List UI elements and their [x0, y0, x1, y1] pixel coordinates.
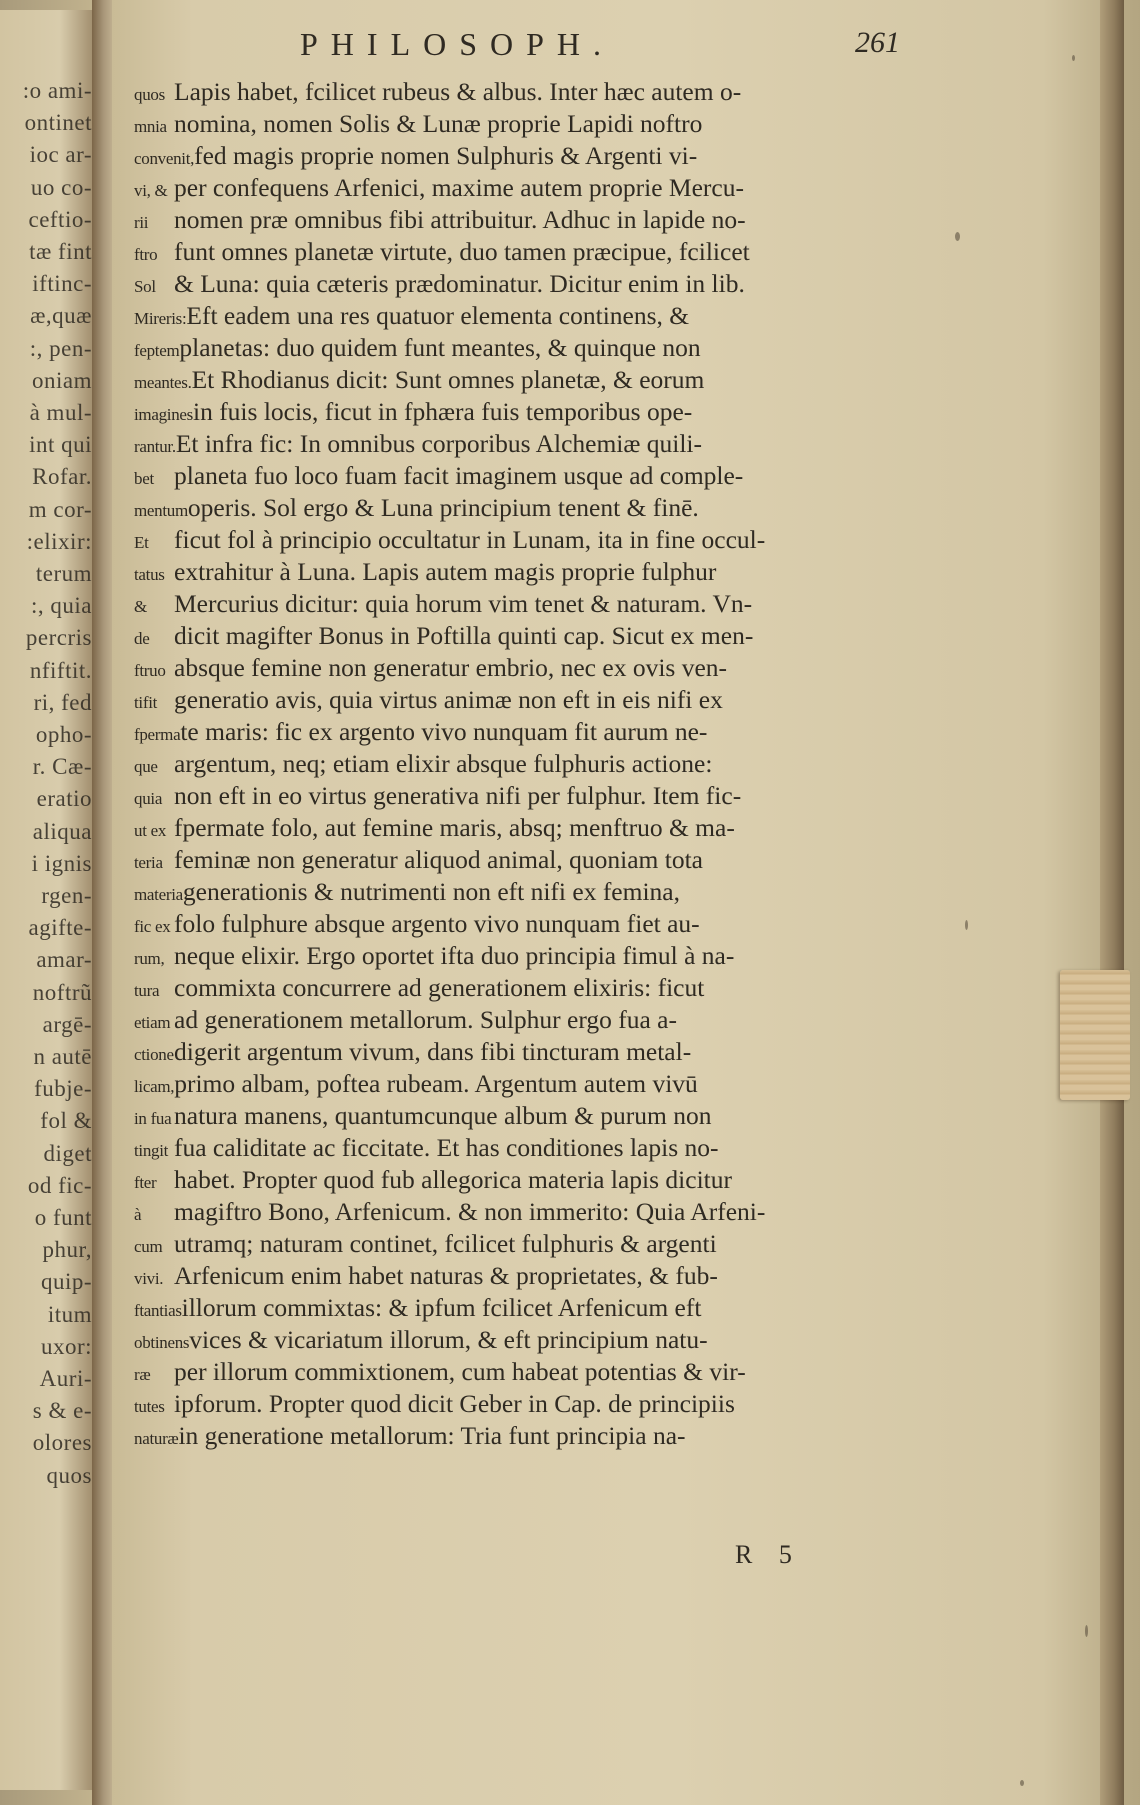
left-margin-fragment: :elixir:	[26, 528, 92, 554]
text-line	[134, 396, 894, 428]
line-text: planeta fuo loco fuam facit imaginem usque ad comple-	[174, 461, 744, 490]
text-line	[134, 1036, 894, 1068]
line-text: fua caliditate ac ficcitate. Et has conditiones lapis no-	[174, 1133, 719, 1162]
ink-speck	[955, 232, 960, 241]
line-lead-word: licam,	[134, 1077, 175, 1096]
text-line	[134, 1292, 894, 1324]
line-lead-word: que	[134, 757, 158, 776]
line-lead-word: naturæ	[134, 1429, 179, 1448]
page-edge-shadow	[1100, 0, 1124, 1805]
line-lead-word: ut ex	[134, 821, 167, 840]
text-block	[134, 76, 894, 1452]
line-text: Et infra fic: In omnibus corporibus Alchemiæ quili-	[175, 429, 703, 458]
line-text: Arfenicum enim habet naturas & proprietates, & fub-	[174, 1261, 718, 1290]
line-text: extrahitur à Luna. Lapis autem magis proprie fulphur	[174, 557, 717, 586]
text-line	[134, 1388, 894, 1420]
line-text: ad generationem metallorum. Sulphur ergo fua a-	[174, 1005, 677, 1034]
line-text: Et Rhodianus dicit: Sunt omnes planetæ, & eorum	[191, 365, 705, 394]
text-line	[134, 1132, 894, 1164]
left-margin-fragment: r. Cæ-	[32, 754, 92, 780]
text-line	[134, 844, 894, 876]
line-text: folo fulphure absque argento vivo nunquam fiet au-	[174, 909, 700, 938]
line-lead-word: ræ	[134, 1365, 151, 1384]
text-line	[134, 172, 894, 204]
text-line	[134, 1100, 894, 1132]
line-lead-word: fter	[134, 1173, 157, 1192]
line-text: Eft eadem una res quatuor elementa continens, &	[186, 301, 690, 330]
line-lead-word: tura	[134, 981, 160, 1000]
line-text: non eft in eo virtus generativa nifi per fulphur. Item fic-	[174, 781, 742, 810]
left-margin-fragment: Auri-	[39, 1366, 92, 1391]
line-lead-word: ctione	[134, 1045, 174, 1064]
text-line	[134, 204, 894, 236]
left-margin-fragment: amar-	[36, 947, 92, 973]
line-text: in generatione metallorum: Tria funt principia na-	[178, 1421, 686, 1450]
line-lead-word: mentum	[134, 501, 188, 520]
text-line	[134, 812, 894, 844]
left-margin-fragment: :, quia	[31, 593, 92, 619]
line-lead-word: à	[134, 1205, 142, 1224]
line-lead-word: quia	[134, 789, 163, 808]
line-lead-word: rii	[134, 213, 149, 232]
line-text: generatio avis, quia virtus animæ non eft in eis nifi ex	[174, 685, 723, 714]
line-lead-word: obtinens	[134, 1333, 190, 1352]
left-margin-fragment: nfiftit.	[29, 657, 92, 683]
left-margin-fragment: terum	[35, 561, 92, 586]
line-lead-word: ftro	[134, 245, 158, 264]
line-text: Mercurius dicitur: quia horum vim tenet & naturam. Vn-	[174, 589, 753, 618]
left-margin-fragment: :o ami-	[22, 78, 92, 103]
line-text: funt omnes planetæ virtute, duo tamen præcipue, fcilicet	[174, 237, 750, 266]
text-line	[134, 140, 894, 172]
text-line	[134, 492, 894, 524]
left-margin-fragment: uxor:	[40, 1333, 92, 1359]
line-lead-word: etiam	[134, 1013, 171, 1032]
line-lead-word: rantur.	[134, 437, 176, 456]
line-text: per confequens Arfenici, maxime autem proprie Mercu-	[174, 173, 744, 202]
text-line	[134, 652, 894, 684]
line-text: digerit argentum vivum, dans fibi tincturam metal-	[174, 1037, 692, 1066]
line-lead-word: Et	[134, 533, 149, 552]
ink-speck	[1085, 1625, 1088, 1637]
text-line	[134, 236, 894, 268]
text-line	[134, 1228, 894, 1260]
line-text: argentum, neq; etiam elixir absque fulphuris actione:	[174, 749, 713, 778]
signature-mark: R 5	[735, 1540, 802, 1569]
line-lead-word: convenit,	[134, 149, 195, 168]
line-text: operis. Sol ergo & Luna principium tenent & finē.	[187, 493, 699, 522]
left-margin-fragment: diget	[43, 1140, 92, 1166]
left-margin-fragment: m cor-	[28, 496, 92, 522]
line-text: natura manens, quantumcunque album & purum non	[174, 1101, 712, 1130]
text-line	[134, 268, 894, 300]
left-margin-fragment: tæ fint	[29, 239, 92, 264]
left-margin-fragment: aliqua	[32, 818, 92, 844]
text-line	[134, 1324, 894, 1356]
left-margin-fragment: olores	[32, 1430, 92, 1456]
left-margin-fragment: quos	[46, 1462, 92, 1488]
line-text: fed magis proprie nomen Sulphuris & Argenti vi-	[194, 141, 698, 170]
line-lead-word: feptem	[134, 341, 180, 360]
line-text: absque femine non generatur embrio, nec ex ovis ven-	[174, 653, 728, 682]
running-title: PHILOSOPH.	[300, 26, 615, 62]
line-text: feminæ non generatur aliquod animal, quoniam tota	[174, 845, 703, 874]
text-line	[134, 1260, 894, 1292]
ink-speck	[1072, 55, 1075, 61]
line-text: in fuis locis, ficut in fphæra fuis temporibus ope-	[192, 397, 693, 426]
left-margin-fragment: ri, fed	[33, 689, 92, 715]
text-line	[134, 1196, 894, 1228]
text-line	[134, 428, 894, 460]
left-margin-fragment: eratio	[36, 786, 92, 812]
text-line	[134, 76, 894, 108]
line-text: primo albam, poftea rubeam. Argentum autem vivū	[174, 1069, 698, 1098]
text-line	[134, 364, 894, 396]
left-margin-fragment: Rofar.	[32, 464, 92, 490]
left-margin-fragment: fol &	[40, 1108, 92, 1134]
text-line	[134, 300, 894, 332]
text-line	[134, 908, 894, 940]
line-lead-word: vivi.	[134, 1269, 164, 1288]
line-text: fpermate folo, aut femine maris, absq; menftruo & ma-	[174, 813, 735, 842]
left-margin-fragment: od fic-	[27, 1172, 92, 1198]
left-margin-fragment: uo co-	[30, 174, 92, 200]
line-text: nomina, nomen Solis & Lunæ proprie Lapidi noftro	[174, 109, 703, 138]
line-text: ipforum. Propter quod dicit Geber in Cap. de principiis	[174, 1389, 735, 1418]
line-text: generationis & nutrimenti non eft nifi ex femina,	[182, 877, 680, 906]
text-line	[134, 1356, 894, 1388]
left-margin-fragment: i ignis	[31, 850, 92, 876]
text-line	[134, 108, 894, 140]
ink-speck	[965, 920, 968, 930]
paper-tab	[1060, 970, 1130, 1100]
text-line	[134, 716, 894, 748]
line-text: & Luna: quia cæteris prædominatur. Dicitur enim in lib.	[174, 269, 745, 298]
line-lead-word: tutes	[134, 1397, 165, 1416]
line-lead-word: tifit	[134, 693, 158, 712]
line-lead-word: mnia	[134, 117, 167, 136]
line-lead-word: materia	[134, 885, 183, 904]
text-line	[134, 1164, 894, 1196]
left-margin-fragment: iftinc-	[32, 271, 92, 297]
text-line	[134, 1004, 894, 1036]
left-margin-fragment: s & e-	[32, 1398, 92, 1424]
line-text: Lapis habet, fcilicet rubeus & albus. Inter hæc autem o-	[174, 77, 742, 106]
line-lead-word: quos	[134, 85, 165, 104]
left-margin-fragment: oniam	[32, 367, 92, 393]
line-lead-word: bet	[134, 469, 154, 488]
left-margin-fragment: opho-	[35, 722, 92, 747]
line-text: vices & vicariatum illorum, & eft principium natu-	[189, 1325, 708, 1354]
line-text: magiftro Bono, Arfenicum. & non immerito: Quia Arfeni-	[174, 1197, 766, 1226]
line-text: utramq; naturam continet, fcilicet fulphuris & argenti	[174, 1229, 717, 1258]
line-lead-word: vi, &	[134, 181, 168, 200]
text-line	[134, 524, 894, 556]
left-margin-fragment: o funt	[34, 1205, 92, 1230]
text-line	[134, 1420, 894, 1452]
left-margin-fragment: à mul-	[29, 400, 92, 425]
line-text: illorum commixtas: & ipfum fcilicet Arfenicum eft	[181, 1293, 702, 1322]
text-line	[134, 588, 894, 620]
line-text: commixta concurrere ad generationem elixiris: ficut	[174, 973, 705, 1002]
line-lead-word: tingit	[134, 1141, 169, 1160]
left-margin-fragment: ioc ar-	[29, 142, 92, 168]
left-margin-fragment: n autē	[33, 1044, 92, 1069]
left-margin-fragment: phur,	[42, 1237, 92, 1263]
left-margin-fragment: fubje-	[34, 1076, 92, 1102]
line-text: neque elixir. Ergo oportet ifta duo principia fimul à na-	[174, 941, 735, 970]
text-line	[134, 780, 894, 812]
text-line	[134, 972, 894, 1004]
left-page-edge	[0, 10, 95, 1790]
text-line	[134, 332, 894, 364]
line-lead-word: rum,	[134, 949, 165, 968]
text-line	[134, 460, 894, 492]
line-text: dicit magifter Bonus in Poftilla quinti cap. Sicut ex men-	[174, 621, 754, 650]
page-number: 261	[855, 26, 900, 59]
text-line	[134, 748, 894, 780]
left-margin-fragment: quip-	[40, 1269, 92, 1295]
left-margin-fragment: noftrũ	[32, 979, 92, 1005]
left-margin-fragment: percris	[25, 625, 92, 651]
line-text: habet. Propter quod fub allegorica materia lapis dicitur	[174, 1165, 732, 1194]
text-line	[134, 684, 894, 716]
line-lead-word: cum	[134, 1237, 163, 1256]
text-line	[134, 620, 894, 652]
left-margin-fragment: argē-	[42, 1011, 92, 1037]
left-margin-fragment: itum	[47, 1301, 92, 1327]
left-margin-fragment: æ,quæ	[30, 303, 92, 329]
left-margin-fragment: rgen-	[41, 883, 92, 908]
line-text: te maris: fic ex argento vivo nunquam fit aurum ne-	[180, 717, 708, 746]
text-line	[134, 940, 894, 972]
ink-speck	[1020, 1780, 1024, 1786]
left-margin-fragment: int qui	[29, 432, 92, 458]
left-margin-fragment: :, pen-	[29, 335, 92, 361]
line-lead-word: fic ex	[134, 917, 171, 936]
line-lead-word: &	[134, 597, 147, 616]
line-lead-word: ftruo	[134, 661, 166, 680]
text-line	[134, 1068, 894, 1100]
text-line	[134, 556, 894, 588]
line-lead-word: fperma	[134, 725, 181, 744]
line-lead-word: meantes.	[134, 373, 192, 392]
left-margin-fragment: agifte-	[28, 915, 92, 941]
line-text: ficut fol à principio occultatur in Lunam, ita in fine occul-	[174, 525, 766, 554]
line-lead-word: Sol	[134, 277, 156, 296]
line-text: planetas: duo quidem funt meantes, & quinque non	[179, 333, 701, 362]
line-text: per illorum commixtionem, cum habeat potentias & vir-	[174, 1357, 746, 1386]
line-lead-word: imagines	[134, 405, 193, 424]
line-lead-word: teria	[134, 853, 163, 872]
text-line	[134, 876, 894, 908]
line-lead-word: in fua	[134, 1109, 172, 1128]
line-text: nomen præ omnibus fibi attribuitur. Adhuc in lapide no-	[174, 205, 746, 234]
line-lead-word: Mireris:	[134, 309, 187, 328]
line-lead-word: tatus	[134, 565, 165, 584]
line-lead-word: ftantias	[134, 1301, 182, 1320]
line-lead-word: de	[134, 629, 150, 648]
left-margin-fragment: ceftio-	[28, 206, 92, 232]
page-header	[300, 26, 900, 66]
left-margin-fragment: ontinet	[24, 110, 92, 136]
